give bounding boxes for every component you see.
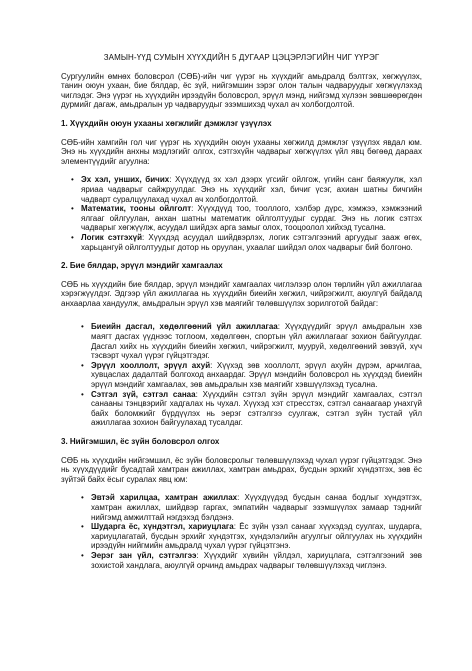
section-2-list [61, 322, 422, 428]
list-item [91, 522, 422, 551]
list-item-text: : Хүүхдүүд тоо, тооллого, хэлбэр дүрс, хэмжээ, хэмжээний ялгааг ойлгуулан, анхан шатны математик ойлголтуудыг сурдаг. Энэ нь логик сэтгэх чадварыг хөгжүүлж, асуудал шийдэх арга замыг олох, тооцоолол хийхэд тусална. [81, 204, 423, 233]
list-item [81, 204, 422, 233]
section-3-heading: 3. Нийгэмшил, ёс зүйн боловсрол олгох [61, 437, 220, 446]
list-item [81, 175, 422, 204]
list-item-text: : Хүүхэд зөв хооллолт, эрүүл ахуйн дүрэм, арчилгаа, хувцаслах дадалтай болгоход анхаардаг. Эрүүл мэндийн боловсрол нь хүүхдэд биеийн эрүүл мэндийг хамгаалах, зөв амьдралын хэв маягийг хэвшүүлэхэд тусална. [91, 360, 422, 390]
list-item [91, 361, 422, 390]
document-title: ЗАМЫН-ҮҮД СУМЫН ХҮҮХДИЙН 5 ДУГААР ЦЭЦЭРЛЭГИЙН ЧИГ ҮҮРЭГ [103, 53, 380, 62]
intro-paragraph: Сургуулийн өмнөх боловсрол (СӨБ)-ийн чиг үүрэг нь хүүхдийг амьдралд бэлтгэх, хөгжүүлэх, танин оюун ухаан, бие бялдар, ёс зүй, нийгэмшин зэрэг олон талын чадваруудыг хөгжүүлэхэд чиглэдэг. Энэ үүрэг нь хүүхдийн ирээдүйн боловсрол, эрүүл мэнд, нийгэмд хүлээн зөвшөөрөгдөн дурмийг дагаж, амьдралын ур чадваруудыг эзэмшихэд чухал ач холбогдолтой. [61, 71, 422, 110]
list-item-text: : Хүүхдийг хүвийн үйлдэл, хариуцлага, сэтгэлгээний зөв зохистой хандлага, аюулгүй орчинд амьдрах чадварыг төлөвшүүлэхэд чиглэнэ. [91, 550, 422, 570]
section-1-heading: 1. Хүүхдийн оюун ухааны хөгжлийг дэмжлэг үзүүлэх [61, 118, 272, 128]
list-item [81, 233, 422, 252]
section-2-heading: 2. Бие бялдар, эрүүл мэндийг хамгаалах [61, 261, 223, 271]
list-item-text: : Хүүхдэд асуудал шийдвэрлэх, логик сэтгэлгээний аргуудыг зааж өгөх, харьцангуй ойлголтуудыг дотор нь оруулан, ухаалаг шийдэл олох чадварыг бий болгоно. [81, 232, 422, 252]
list-item [91, 551, 422, 570]
list-item-term: Шударга ёс, хүндэтгэл, хариуцлага [91, 522, 234, 532]
section-2-intro: СӨБ нь хүүхдийн бие бялдар, эрүүл мэндийг хамгаалах чиглэлээр олон төрлийн үйл ажиллагаа хэрэгжүүлдэг. Эдгээр үйл ажиллагаа нь хүүхдийн биеийн хөгжил, чийрэгжилт, аюулгүй байдалд анхаарлаа хандуулж, амьдралын эрүүл хэв маягийг төлөвшүүлэх зорилготой байдаг: [61, 279, 422, 308]
section-1-list [61, 175, 422, 252]
list-item-term: Эх хэл, унших, бичих [81, 175, 170, 185]
list-item [91, 493, 422, 522]
list-item-term: Математик, тооны ойлголт [81, 204, 192, 214]
list-item-text: : Хүүхдүүдэд бусдын санаа бодлыг хүндэтгэх, хамтран ажиллах, шийдвэр гаргах, эмпатийн чадварыг эзэмшүүлэх замаар тэднийг нийгэмд амжилттай нэгдэхэд бэлдэнэ. [91, 493, 422, 522]
list-item-text: : Хүүхдүүдийг эрүүл амьдралын хэв маягт дасгах үүднээс тоглоом, хөдөлгөөн, спортын үйл ажиллагааг зохион байгуулдаг. Дасгал хийх нь хүүхдийн биеийн хөгжил, чийрэгжилт, мууруй, хөдөлгөөний зөвзүй, хүч тэсвэрт чухал үүрэг гүйцэтгэдэг. [91, 322, 422, 361]
list-item-term: Сэтгэл зүй, сэтгэл санаа [91, 389, 196, 399]
list-item-text: : Хүүхдийн сэтгэл зүйн эрүүл мэндийг хамгаалах, сэтгэл санааны тэнцвэрийг хадгалах нь чухал. Хүүхэд хэт стресстэх, сэтгэл санаагаар унахгүй байх боломжийг бүрдүүлэх нь эерэг сэтгэлгээ суулгаж, сэтгэл зүйн тустай үйл ажиллагаа зохион байгуулахад тусалдаг. [91, 389, 423, 428]
section-3-intro: СӨБ нь хүүхдийн нийгэмшил, ёс зүйн боловсролыг төлөвшүүлэхэд чухал үүрэг гүйцэтгэдэг. Энэ нь хүүхдүүдийг бусадтай хамтран ажиллах, хамтран амьдрах, бусдын эрхийг хүндэтгэх, зөв ёс зүйтэй байх ёсыг суралах явц юм: [61, 455, 422, 484]
list-item-term: Эвтэй харилцаа, хамтран ажиллах [91, 493, 238, 503]
list-item-term: Логик сэтгэхүй [81, 232, 143, 242]
list-item-term: Биеийн дасгал, хөдөлгөөний үйл ажиллагаа [91, 322, 278, 332]
section-3-list [61, 493, 422, 570]
list-item-term: Эерэг зан үйл, сэтгэлгээ [91, 550, 197, 560]
section-1-intro: СӨБ-ийн хамгийн гол чиг үүрэг нь хүүхдийн оюун ухааны хөгжилд дэмжлэг үзүүлэх явдал юм. Энэ нь хүүхдийн анхны мэдлэгийг олгох, сэтгэхүйн чадварыг хөгжүүлэх үйл явц бөгөөд дараах элементүүдийг агуулна: [61, 137, 422, 166]
list-item [91, 322, 422, 360]
list-item-term: Эрүүл хооллолт, эрүүл ахуй [91, 360, 211, 370]
list-item [91, 390, 422, 428]
list-item-text: : Хүүхдүүд эх хэл дээрх үгсийг ойлгож, үгийн санг баяжуулж, хэл яриаа чадварыг сайжруулдаг. Энэ нь хүүхдийг хэл, бичиг үсэг, ахиан шатны бичгийн чадварт суралцуулахад чухал ач холбогдолтой. [81, 175, 422, 204]
list-item-text: : Ёс зүйн үзэл санааг хүүхэдэд суулгах, шударга, хариуцлагатай, бусдын эрхийг хүндэтгэх, хүндэлэлийн агуулгыг ойлгуулах нь хүүхдийн ирээдүйн нийгмийн амьдралд чухал үүрэг гүйцэтгэнэ. [91, 522, 422, 551]
